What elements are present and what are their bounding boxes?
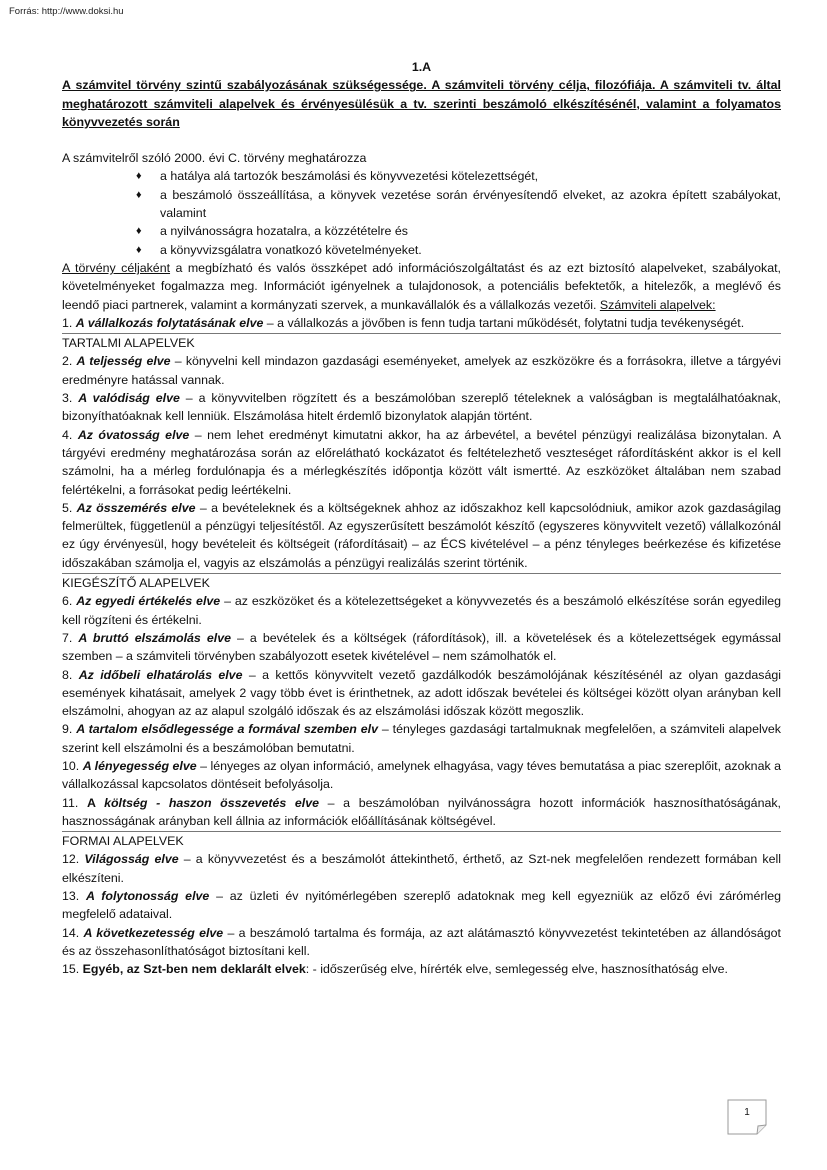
principles-label: Számviteli alapelvek: — [599, 297, 716, 312]
section-heading-formal: FORMAI ALAPELVEK — [62, 831, 781, 850]
principle-8: 8. Az időbeli elhatárolás elve – a kettős könyvvitelt vezető gazdálkodók beszámolójának készítésénél az olyan gazdasági események kihatásait, amelyek 2 vagy több évet is érinthetnek, az adott időszak bevételei és költségei között olyan arányban kell elszámolni, ahogyan az az alapul szolgáló időszak és az elszámolási időszak között megoszlik. — [62, 667, 782, 719]
principle-5: 5. Az összemérés elve – a bevételeknek és a költségeknek ahhoz az időszakhoz kell kapcsolódniuk, amikor azok gazdaságilag felmerültek, függetlenül a pénzügyi teljesítéstől. Az egyszerűsített beszámolót készítő (egyszeres könyvvitelt vezető) vállalkozónál ez úgy érvényesül, hogy bevételeit és költségeit (ráfordításait) – az ÉCS kivételével – a pénz tényleges beérkezése és kifizetése időszakában számolja el, vagyis az elszámolás a pénzügyi realizálás szerint történik. — [62, 500, 781, 570]
list-item: ♦ a könyvvizsgálatra vonatkozó követelményeket. — [136, 241, 781, 259]
purpose-paragraph: A törvény céljaként a megbízható és valós összképet adó információszolgáltatást és az ezt biztosító alapelveket, szabályokat, követelményeket fogalmazza meg. Információt igényelnek a tulajdonosok, a potenciális befektetők, a hitelezők, a meglévő és leendő piaci partnerek, valamint a kormányzati szervek, a munkavállalók és a vállalkozás vezetői. Számviteli alapelvek: — [62, 260, 781, 312]
document-body — [62, 58, 781, 979]
diamond-bullet-icon: ♦ — [136, 225, 142, 238]
principle-2: 2. A teljesség elve – könyvelni kell mindazon gazdasági eseményeket, amelyek az eszközökre és a forrásokra, illetve a tárgyévi eredményre hatással vannak. — [62, 354, 781, 387]
principle-15: 15. Egyéb, az Szt-ben nem deklarált elvek: - időszerűség elve, hírérték elve, semlegesség elve, hasznosíthatóság elve. — [62, 962, 728, 977]
principle-9: 9. A tartalom elsődlegessége a formával szemben elv – tényleges gazdasági tartalmuknak megfelelően, a számviteli alapelvek szerint kell elszámolni és a beszámolóban bemutatni. — [62, 722, 781, 755]
principle-10: 10. A lényegesség elve – lényeges az olyan információ, amelynek elhagyása, vagy téves bemutatása a piac szereplőit, azoknak a vállalkozással kapcsolatos döntéseit befolyásolja. — [62, 758, 782, 792]
doc-title: A számvitel törvény szintű szabályozásának szükségessége. A számviteli törvény célja, filozófiája. A számviteli tv. által meghatározott számviteli alapelvek és érvényesülésük a tv. szerinti beszámoló elkészítésénél, valamint a folyamatos könyvvezetés során — [62, 78, 781, 129]
principle-12: 12. Világosság elve – a könyvvezetést és a beszámolót áttekinthető, érthető, az Szt-nek megfelelően rendezett formában kell elkészíteni. — [62, 852, 781, 885]
doc-number: 1.A — [411, 60, 432, 74]
diamond-bullet-icon: ♦ — [136, 243, 142, 256]
diamond-bullet-icon: ♦ — [136, 188, 142, 201]
bullet-list — [62, 167, 781, 258]
intro-text: A számvitelről szóló 2000. évi C. törvény meghatározza — [62, 151, 367, 166]
list-item: ♦ a nyilvánosságra hozatalra, a közzétételre és — [136, 222, 781, 240]
principle-3: 3. A valódiság elve – a könyvvitelben rögzített és a beszámolóban szereplő tételeknek a valóságban is megtalálhatóaknak, bizonyíthatóaknak kell lenniük. Elszámolása hitelt érdemlő bizonylatok alapján történt. — [62, 391, 781, 424]
principle-13: 13. A folytonosság elve – az üzleti év nyitómérlegében szereplő adatoknak meg kell egyezniük az előző évi zárómérleg megfelelő adataival. — [62, 889, 781, 922]
principle-4: 4. Az óvatosság elve – nem lehet eredményt kimutatni akkor, ha az árbevétel, a bevétel pénzügyi realizálása bizonytalan. A tárgyévi eredmény meghatározása során az előrelátható kockázatot és feltételezhető veszteséget ráfordításként akkor is el kell számolni, ha a mérleg fordulónapja és a mérlegkészítés időpontja között vált ismertté. Az eszközöket általában nem szabad felértékelni, a forrásokat pedig leértékelni. — [62, 427, 781, 497]
purpose-label: A törvény céljaként — [62, 260, 171, 275]
source-label: Forrás: http://www.doksi.hu — [9, 6, 124, 17]
page-number: 1 — [744, 1107, 750, 1118]
principle-7: 7. A bruttó elszámolás elve – a bevételek és a költségek (ráfordítások), ill. a követelések és a kötelezettségek egymással szemben – a számviteli törvényben szabályozott esetek kivételével – nem számolhatók el. — [62, 630, 781, 664]
section-heading-supplementary: KIEGÉSZÍTŐ ALAPELVEK — [62, 573, 781, 592]
principle-11: 11. A költség - haszon összevetés elve – a beszámolóban nyilvánosságra hozott információk hasznosíthatóságának, hasznosságának arányban kell állnia az információk előállításának költségével. — [62, 795, 781, 828]
principle-1: 1. A vállalkozás folytatásának elve – a vállalkozás a jövőben is fenn tudja tartani működését, folytatni tudja tevékenységét. — [62, 315, 745, 330]
principle-6: 6. Az egyedi értékelés elve – az eszközöket és a kötelezettségeket a könyvvezetés és a beszámoló elkészítése során egyedileg kell rögzíteni és értékelni. — [62, 594, 782, 627]
list-item: ♦ a beszámoló összeállítása, a könyvek vezetése során érvényesítendő elveket, az azokra épített szabályokat, valamint — [136, 187, 781, 221]
list-item: ♦ a hatálya alá tartozók beszámolási és könyvvezetési kötelezettségét, — [136, 167, 781, 185]
section-heading-content: TARTALMI ALAPELVEK — [62, 333, 781, 352]
principle-14: 14. A következetesség elve – a beszámoló tartalma és formája, az azt alátámasztó könyvvezetést tekintetében az állandóságot és az összehasonlíthatóságot biztosítani kell. — [62, 925, 781, 958]
page-number-badge — [727, 1099, 767, 1135]
diamond-bullet-icon: ♦ — [136, 170, 142, 183]
